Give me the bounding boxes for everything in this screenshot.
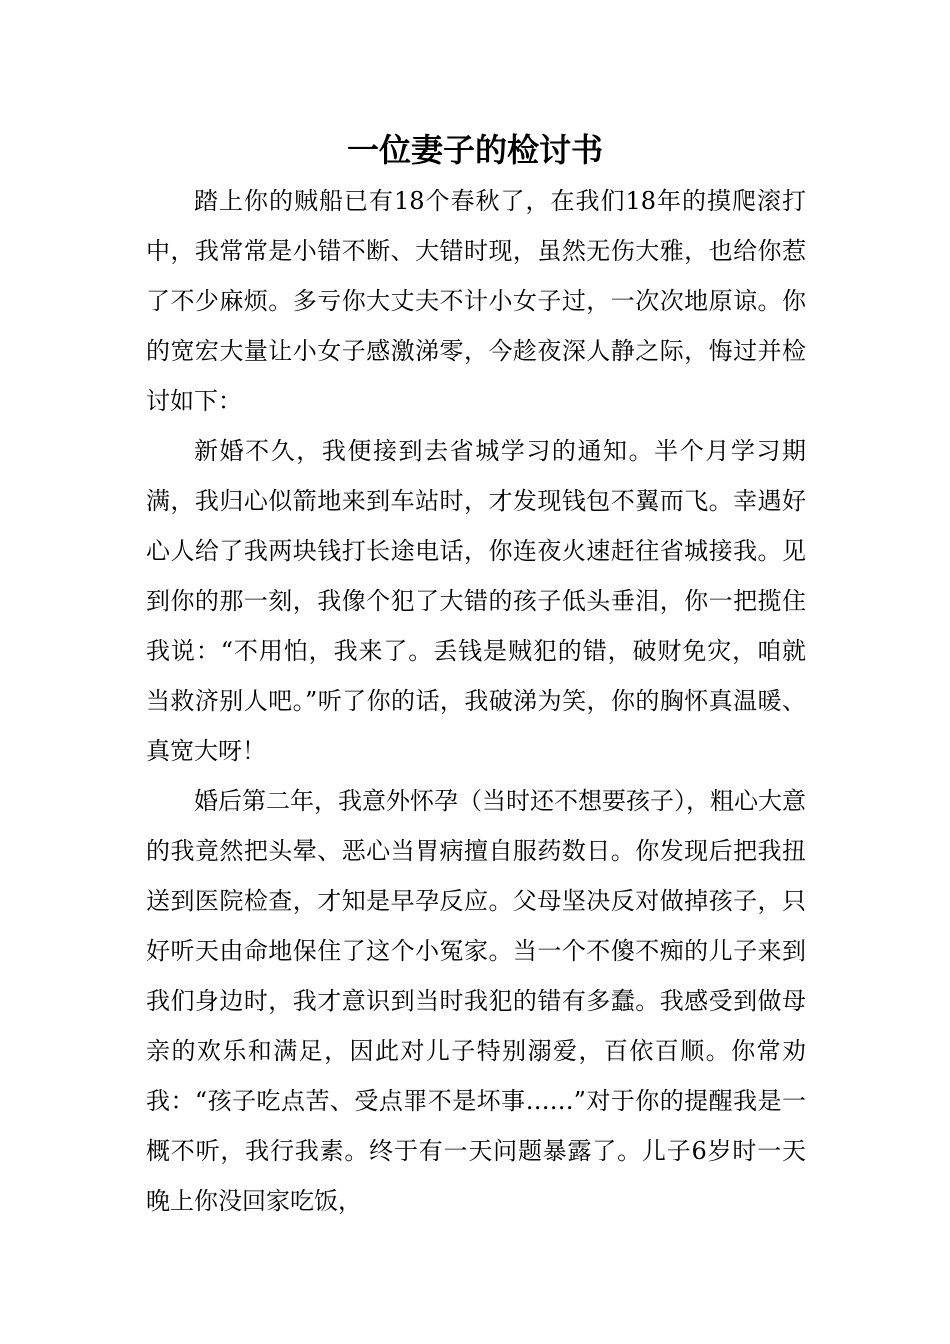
paragraph-2: 新婚不久，我便接到去省城学习的通知。半个月学习期满，我归心似箭地来到车站时，才发现钱包不翼而飞。幸遇好心人给了我两块钱打长途电话，你连夜火速赶往省城接我。见到你的那一刻，我像个犯了大错的孩子低头垂泪，你一把揽住我说：“不用怕，我来了。丢钱是贼犯的错，破财免灾，咱就当救济别人吧。”听了你的话，我破涕为笑，你的胸怀真温暖、真宽大呀！ (146, 437, 806, 765)
document-body (146, 176, 806, 1226)
paragraph-3: 婚后第二年，我意外怀孕（当时还不想要孩子），粗心大意的我竟然把头晕、恶心当胃病擅自服药数日。你发现后把我扭送到医院检查，才知是早孕反应。父母坚决反对做掉孩子，只好听天由命地保住了这个小冤家。当一个不傻不痴的儿子来到我们身边时，我才意识到当时我犯的错有多蠢。我感受到做母亲的欢乐和满足，因此对儿子特别溺爱，百依百顺。你常劝我：“孩子吃点苦、受点罪不是坏事……”对于你的提醒我是一概不听，我行我素。终于有一天问题暴露了。儿子6岁时一天晚上你没回家吃饭， (146, 787, 806, 1215)
paragraph-1: 踏上你的贼船已有18个春秋了，在我们18年的摸爬滚打中，我常常是小错不断、大错时现，虽然无伤大雅，也给你惹了不少麻烦。多亏你大丈夫不计小女子过，一次次地原谅。你的宽宏大量让小女子感激涕零，今趁夜深人静之际，悔过并检讨如下： (146, 187, 806, 415)
document-title: 一位妻子的检讨书 (346, 131, 603, 169)
